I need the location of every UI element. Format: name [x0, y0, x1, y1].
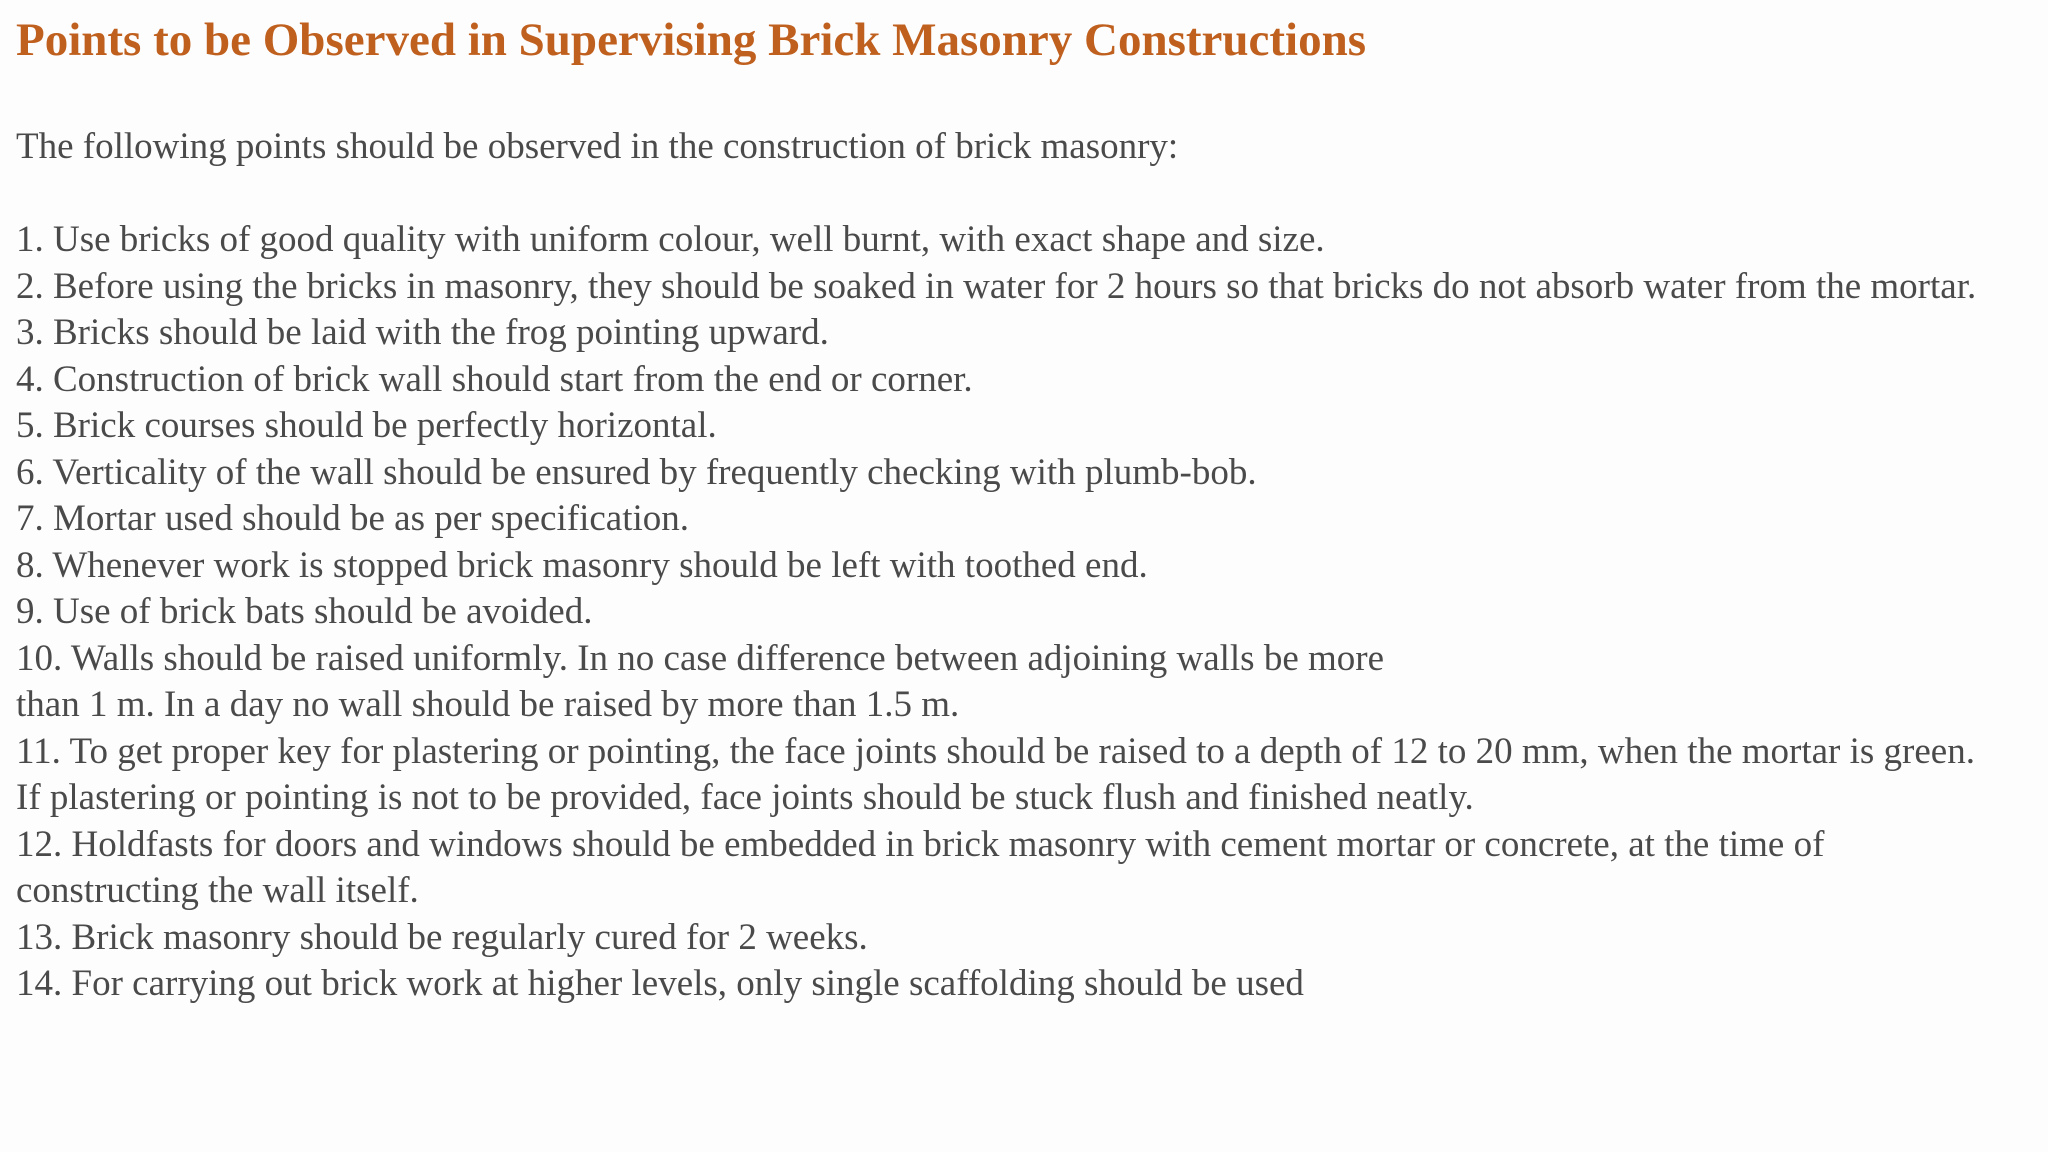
list-item: 3. Bricks should be laid with the frog pointing upward.	[16, 312, 829, 353]
list-item: 8. Whenever work is stopped brick masonry should be left with toothed end.	[16, 544, 1148, 586]
list-item: 10. Walls should be raised uniformly. In no case difference between adjoining walls be more than 1 m. In a day no wall should be raised by more than 1.5 m.	[16, 637, 1385, 725]
list-item: 2. Before using the bricks in masonry, they should be soaked in water for 2 hours so that bricks do not absorb water from the mortar.	[16, 265, 1977, 307]
intro-paragraph: The following points should be observed in the construction of brick masonry:	[16, 126, 1179, 167]
document-page	[16, 0, 2001, 1008]
list-item: 4. Construction of brick wall should start from the end or corner.	[16, 358, 973, 400]
list-item: 6. Verticality of the wall should be ensured by frequently checking with plumb-bob.	[16, 451, 1257, 493]
list-item: 9. Use of brick bats should be avoided.	[16, 591, 593, 632]
list-item: 13. Brick masonry should be regularly cured for 2 weeks.	[16, 916, 868, 958]
list-item: 7. Mortar used should be as per specification.	[16, 498, 690, 539]
page-title: Points to be Observed in Supervising Brick Masonry Constructions	[16, 14, 1367, 66]
list-item: 12. Holdfasts for doors and windows should be embedded in brick masonry with cement mortar or concrete, at the time of constructing the wall itself.	[16, 823, 1825, 911]
list-item: 1. Use bricks of good quality with uniform colour, well burnt, with exact shape and size.	[16, 219, 1325, 260]
points-list	[16, 217, 2001, 1008]
list-item: 11. To get proper key for plastering or pointing, the face joints should be raised to a depth of 12 to 20 mm, when the mortar is green. If plastering or pointing is not to be provided, face joints should be stuck flush and finished neatly.	[16, 730, 1975, 818]
list-item: 5. Brick courses should be perfectly horizontal.	[16, 405, 717, 446]
list-item: 14. For carrying out brick work at higher levels, only single scaffolding should be used	[16, 963, 1304, 1004]
